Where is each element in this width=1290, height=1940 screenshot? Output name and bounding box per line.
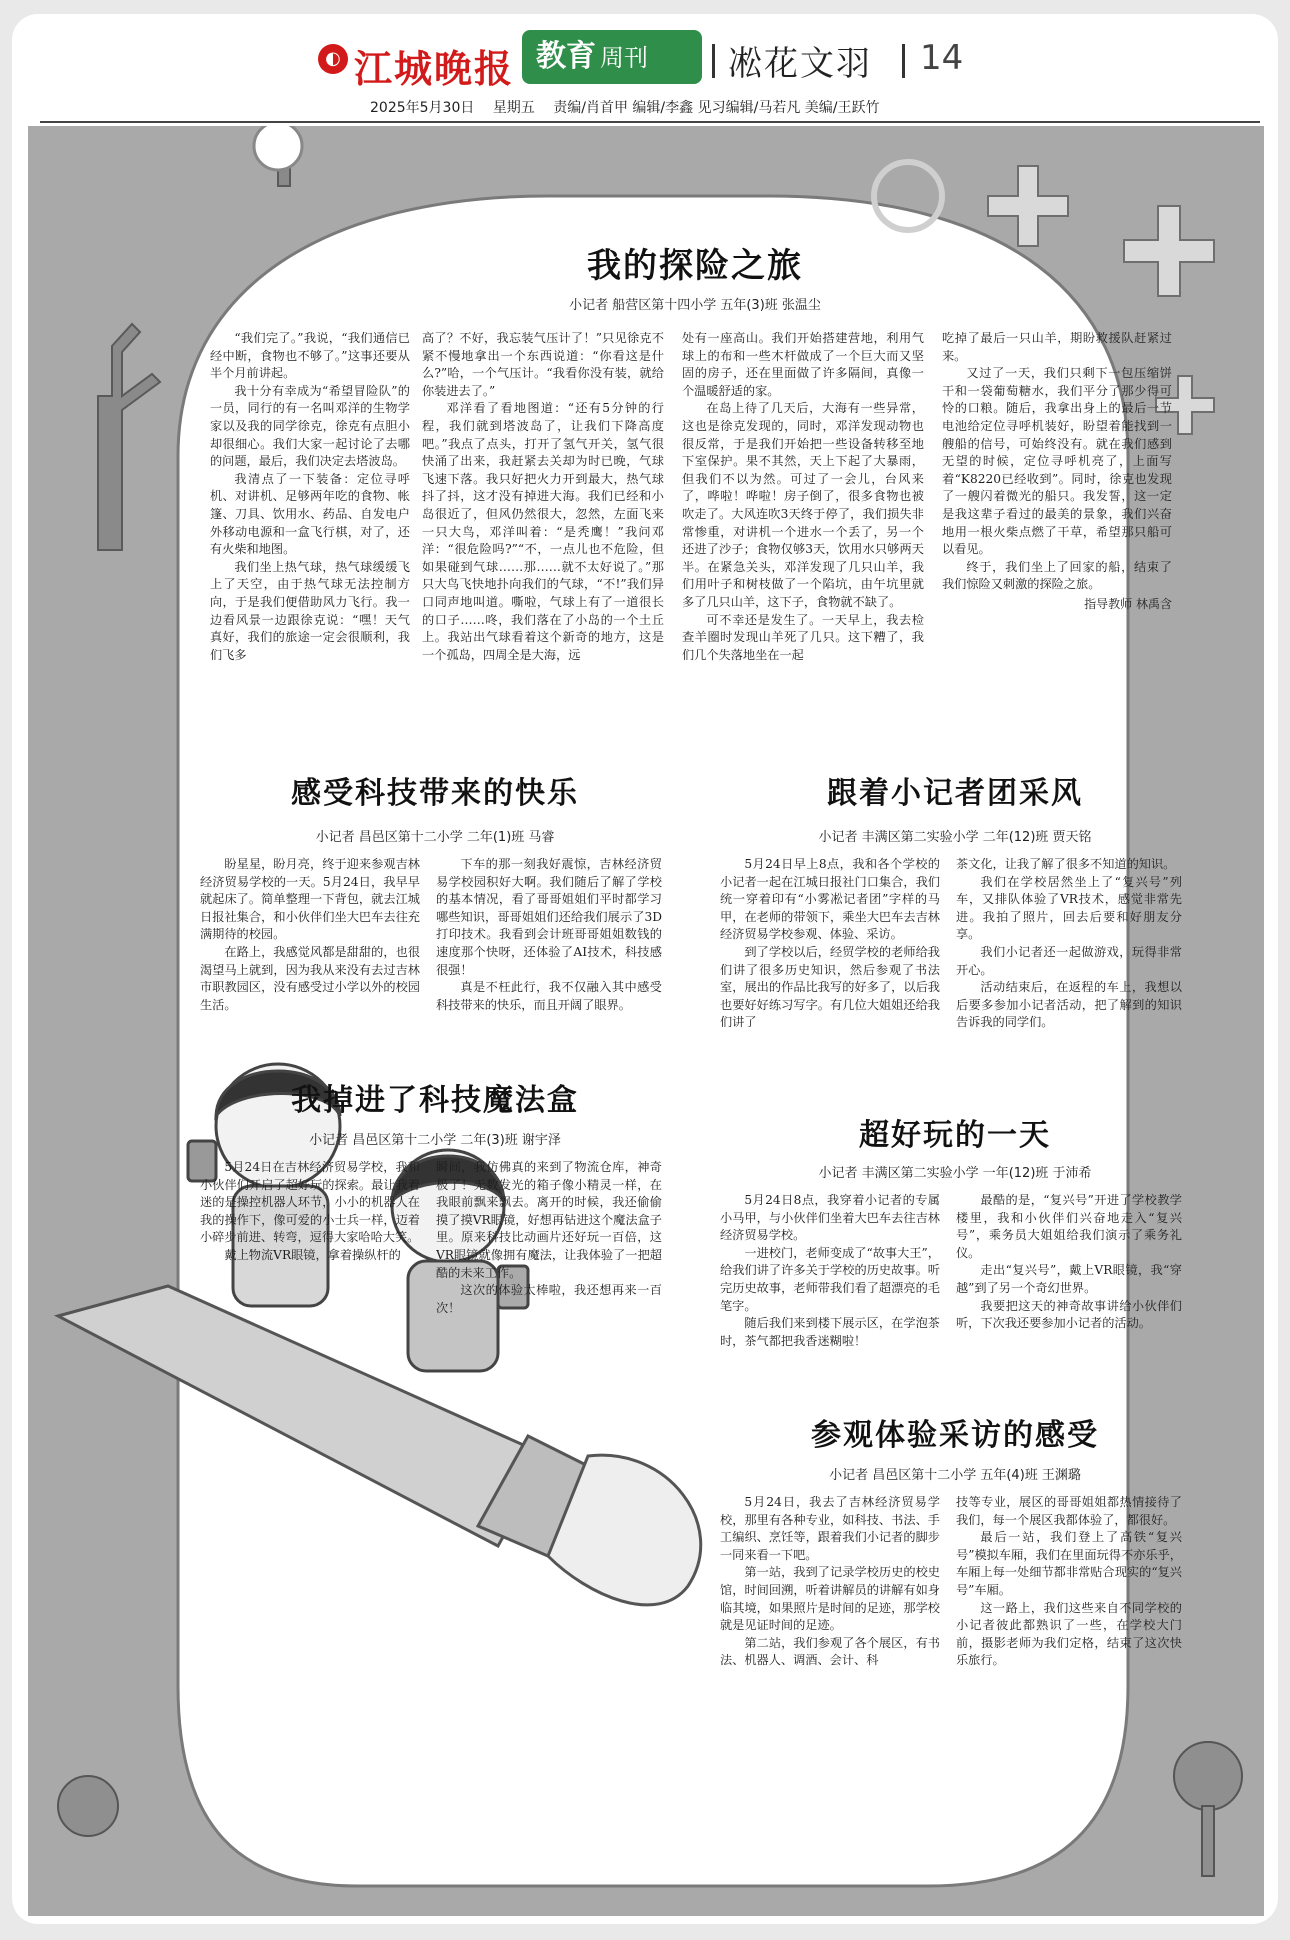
article-byline: 小记者 丰满区第二实验小学 二年(12)班 贾天铭 — [818, 830, 1092, 845]
paragraph: 在路上，我感觉风都是甜甜的，也很渴望马上就到，因为我从来没有去过吉林市职教园区，没有感受过小学以外的校园生活。 — [200, 944, 420, 1012]
teacher-credit: 指导教师 林禹含 — [1084, 596, 1172, 611]
paragraph: 第二站，我们参观了各个展区，有书法、机器人、调酒、会计、科 — [720, 1635, 940, 1668]
paragraph: 真是不枉此行，我不仅融入其中感受科技带来的快乐，而且开阔了眼界。 — [436, 980, 662, 1012]
paragraph: 在岛上待了几天后，大海有一些异常，这也是徐克发现的，同时，邓洋发现动物也很反常，于是我们开始把一些设备转移至地下室保护。果不其然，天上下起了大暴雨，但我们不以为然。可过了一会儿，台风来了，哗啦！哗啦！房子倒了，很多食物也被吹走了。大风连吹3天终于停了，我们损失非常惨重，对讲机一个进水一个丢了，另一个还进了沙子；食物仅够3天，饮用水只够两天半。在紧急关头，邓洋发现了几只山羊，我们用叶子和树枝做了一个陷坑，由午坑里就多了几只山羊，这下子，食物就不缺了。 — [682, 401, 924, 609]
paragraph: 我清点了一下装备：定位寻呼机、对讲机、足够两年吃的食物、帐篷、刀具、饮用水、药品、自发电户外移动电源和一盒飞行棋，对了，还有火柴和地图。 — [210, 471, 410, 557]
paragraph: 走出“复兴号”，戴上VR眼镜，我“穿越”到了另一个奇幻世界。 — [956, 1263, 1182, 1295]
paragraph: 处有一座高山。我们开始搭建营地，利用气球上的布和一些木杆做成了一个巨大而又坚固的房子，还在里面做了许多隔间，真像一个温暖舒适的家。 — [682, 331, 924, 398]
article-title: 跟着小记者团采风 — [827, 776, 1083, 811]
article-column — [436, 856, 662, 1036]
paragraph: 到了学校以后，经贸学校的老师给我们讲了很多历史知识，然后参观了书法室，展出的作品比我写的好多了，以后我也要好好练习写字。有几位大姐姐还给我们讲了 — [720, 944, 940, 1030]
masthead-divider — [902, 44, 905, 78]
article-visit-feelings — [720, 1410, 1190, 1720]
article-column — [200, 1159, 420, 1344]
flower-icon — [254, 126, 302, 170]
paragraph: 第一站，我到了记录学校历史的校史馆，时间回溯，听着讲解员的讲解有如身临其境，如果照片是时间的足迹，那学校就是见证时间的足迹。 — [720, 1565, 940, 1633]
paragraph: 高了？不好，我忘装气压计了！”只见徐克不紧不慢地拿出一个东西说道：“你看这是什么?”哈，一个气压计。“我看你没有装，就给你装进去了。” — [422, 331, 664, 398]
article-column — [720, 1494, 940, 1714]
article-byline: 小记者 船营区第十四小学 五年(3)班 张温尘 — [569, 298, 821, 313]
paragraph: 5月24日在吉林经济贸易学校，我和小伙伴们开启了超好玩的探索。最让我着迷的是操控机器人环节，小小的机器人在我的操作下，像可爱的小士兵一样，迈着小碎步前进、转弯，逗得大家哈哈大笑。 — [200, 1160, 420, 1245]
paragraph: 邓洋看了看地图道：“还有5分钟的行程，我们就到塔波岛了，让我们下降高度吧。”我点了点头，打开了氢气开关，氢气很快涌了出来，我赶紧去关却为时已晚，气球飞速下落。我只好把火力开到最大，热气球抖了抖，这才没有掉进大海。我们已经和小岛很近了，但风仍然很大，忽然，左面飞来一只大鸟，邓洋叫着：“是秃鹰！”我问邓洋：“很危险吗?”“不，一点儿也不危险，但如果碰到气球……那……就不太好说了。”那只大鸟飞快地扑向我们的气球，“不!”我们异口同声地叫道。嘶啦，气球上有了一道很长的口子……咚，我们落在了小岛的一个土丘上。我站出气球看着这个新奇的地方，这是一个孤岛，四周全是大海，远 — [422, 401, 664, 662]
article-byline: 小记者 丰满区第二实验小学 一年(12)班 于沛希 — [818, 1166, 1092, 1181]
paragraph: 吃掉了最后一只山羊，期盼救援队赶紧过来。 — [942, 331, 1172, 363]
issue-weekday: 星期五 — [492, 100, 535, 116]
masthead-rule — [40, 121, 1260, 123]
paragraph: 5月24日，我去了吉林经济贸易学校，那里有各种专业，如科技、书法、手工编织、烹饪等，跟着我们小记者的脚步一同来看一下吧。 — [720, 1495, 940, 1562]
paragraph: “我们完了。”我说，“我们通信已经中断，食物也不够了。”这事还要从半个月前讲起。 — [210, 331, 410, 381]
article-column — [422, 330, 664, 705]
article-column — [720, 856, 940, 1066]
article-byline: 小记者 昌邑区第十二小学 二年(1)班 马睿 — [315, 830, 555, 845]
paragraph: 又过了一天，我们只剩下一包压缩饼干和一袋葡萄糖水，我们平分了那少得可怜的口粮。随后，我拿出身上的最后一节电池给定位寻呼机装好，盼望着能找到一艘船的信号，可始终没有。就在我们感到无望的时候，定位寻呼机亮了，上面写着“K8220已经收到”。同时，徐克也发现了一艘闪着微光的船只。我发誓，这一定是我这辈子看过的最美的景象，我们兴奋地用一根火柴点燃了干草，希望那只船可以看见。 — [942, 366, 1172, 557]
paragraph: 这一路上，我们这些来自不同学校的小记者彼此都熟识了一些，在学校大门前，摄影老师为我们定格，结束了这次快乐旅行。 — [956, 1600, 1182, 1668]
article-column — [956, 1192, 1182, 1372]
supplement-logo — [522, 30, 702, 84]
masthead — [0, 0, 1290, 125]
paragraph: 一进校门，老师变成了“故事大王”，给我们讲了许多关于学校的历史故事。听完历史故事，老师带我们看了超漂亮的毛笔字。 — [720, 1245, 940, 1313]
article-title: 我掉进了科技魔法盒 — [291, 1083, 579, 1118]
paragraph: 终于，我们坐上了回家的船，结束了我们惊险又刺激的探险之旅。 — [942, 559, 1172, 592]
article-tech-magic-box — [200, 1075, 670, 1345]
article-fun-day — [720, 1110, 1190, 1375]
article-column — [210, 330, 410, 705]
paragraph: 我十分有幸成为“希望冒险队”的一员，同行的有一名叫邓洋的生物学家以及我的同学徐克，徐克有点胆小却很细心。我们大家一起讨论了去哪的问题，最后，我们决定去塔波岛。 — [210, 383, 410, 469]
paragraph: 技等专业，展区的哥哥姐姐都热情接待了我们，每一个展区我都体验了，都很好。 — [956, 1495, 1182, 1527]
article-column — [720, 1192, 940, 1372]
supplement-suffix: 周刊 — [600, 44, 648, 72]
paragraph: 最酷的是，“复兴号”开进了学校教学楼里，我和小伙伴们兴奋地走入“复兴号”，乘务员大姐姐给我们演示了乘务礼仪。 — [956, 1193, 1182, 1260]
paragraph: 我们在学校居然坐上了“复兴号”列车，又排队体验了VR技术，感觉非常先进。我拍了照片，回去后要和好朋友分享。 — [956, 874, 1182, 942]
paragraph: 最后一站，我们登上了高铁“复兴号”模拟车厢，我们在里面玩得不亦乐乎，车厢上每一处细节都非常贴合现实的“复兴号”车厢。 — [956, 1530, 1182, 1597]
paragraph: 戴上物流VR眼镜，拿着操纵杆的 — [224, 1247, 401, 1262]
paragraph: 我们坐上热气球，热气球缓缓飞上了天空，由于热气球无法控制方向，于是我们便借助风力飞行。我一边看风景一边跟徐克说：“嘿！天气真好，我们的旅途一定会很顺利，我们飞多 — [210, 559, 410, 662]
article-column — [956, 856, 1182, 1066]
paragraph: 5月24日早上8点，我和各个学校的小记者一起在江城日报社门口集合，我们统一穿着印有“小雾凇记者团”字样的马甲，在老师的带领下，乘坐大巴车去吉林经济贸易学校参观、体验、采访。 — [720, 857, 940, 942]
article-column — [436, 1159, 662, 1344]
paragraph: 瞬间，我仿佛真的来到了物流仓库，神奇极了！无数发光的箱子像小精灵一样，在我眼前飘来飘去。离开的时候，我还偷偷摸了摸VR眼镜，好想再钻进这个魔法盒子里。原来科技比动画片还好玩一百倍，这VR眼镜就像拥有魔法，让我体验了一把超酷的未来工作。 — [436, 1160, 662, 1280]
article-title: 我的探险之旅 — [587, 246, 803, 286]
section-name: 凇花文羽 — [728, 44, 872, 84]
page-number: 14 — [920, 38, 964, 78]
paragraph: 下车的那一刻我好震惊，吉林经济贸易学校园积好大啊。我们随后了解了学校的基本情况，看了哥哥姐姐们平时都学习哪些知识，哥哥姐姐们还给我们展示了3D打印技术。我看到会计班哥哥姐姐数钱的速度那个快呀，还体验了AI技术，科技感很强！ — [436, 857, 662, 977]
article-title: 感受科技带来的快乐 — [291, 776, 579, 811]
issue-date: 2025年5月30日 — [370, 100, 475, 116]
paragraph: 可不幸还是发生了。一天早上，我去检查羊圈时发现山羊死了几只。这下糟了，我们几个失落地坐在一起 — [682, 612, 924, 662]
article-title: 超好玩的一天 — [859, 1118, 1051, 1153]
paragraph: 我们小记者还一起做游戏，玩得非常开心。 — [956, 944, 1182, 977]
paragraph: 活动结束后，在返程的车上，我想以后要多参加小记者活动，把了解到的知识告诉我的同学们。 — [956, 980, 1182, 1030]
article-byline: 小记者 昌邑区第十二小学 五年(4)班 王渊璐 — [829, 1468, 1081, 1483]
paragraph: 盼星星，盼月亮，终于迎来参观吉林经济贸易学校的一天。5月24日，我早早就起床了。简单整理一下背包，就去江城日报社集合，和小伙伴们坐大巴车去往充满期待的校园。 — [200, 857, 420, 942]
issue-info — [370, 97, 893, 117]
paragraph: 随后我们来到楼下展示区，在学泡茶时，茶气都把我香迷糊啦！ — [720, 1316, 940, 1348]
editor-credits: 责编/肖首甲 编辑/李鑫 见习编辑/马若凡 美编/王跃竹 — [553, 100, 880, 116]
article-column — [942, 330, 1172, 705]
paragraph: 我要把这天的神奇故事讲给小伙伴们听，下次我还要参加小记者的活动。 — [956, 1298, 1182, 1331]
article-column — [682, 330, 924, 705]
article-my-adventure — [200, 238, 1190, 708]
article-tech-joy — [200, 768, 670, 1038]
article-column — [200, 856, 420, 1036]
article-reporter-trip — [720, 768, 1190, 1068]
supplement-name: 教育 — [536, 39, 596, 74]
article-column — [956, 1494, 1182, 1714]
paper-name: 江城晚报 — [354, 46, 515, 91]
article-title: 参观体验采访的感受 — [811, 1418, 1099, 1453]
paragraph: 茶文化，让我了解了很多不知道的知识。 — [956, 857, 1176, 871]
paper-logo-icon: ◐ — [318, 44, 348, 74]
paragraph: 这次的体验太棒啦，我还想再来一百次！ — [436, 1283, 662, 1315]
article-byline: 小记者 昌邑区第十二小学 二年(3)班 谢宇泽 — [309, 1133, 561, 1148]
masthead-divider — [712, 44, 715, 78]
paragraph: 5月24日8点，我穿着小记者的专属小马甲，与小伙伴们坐着大巴车去往吉林经济贸易学校。 — [720, 1193, 940, 1243]
